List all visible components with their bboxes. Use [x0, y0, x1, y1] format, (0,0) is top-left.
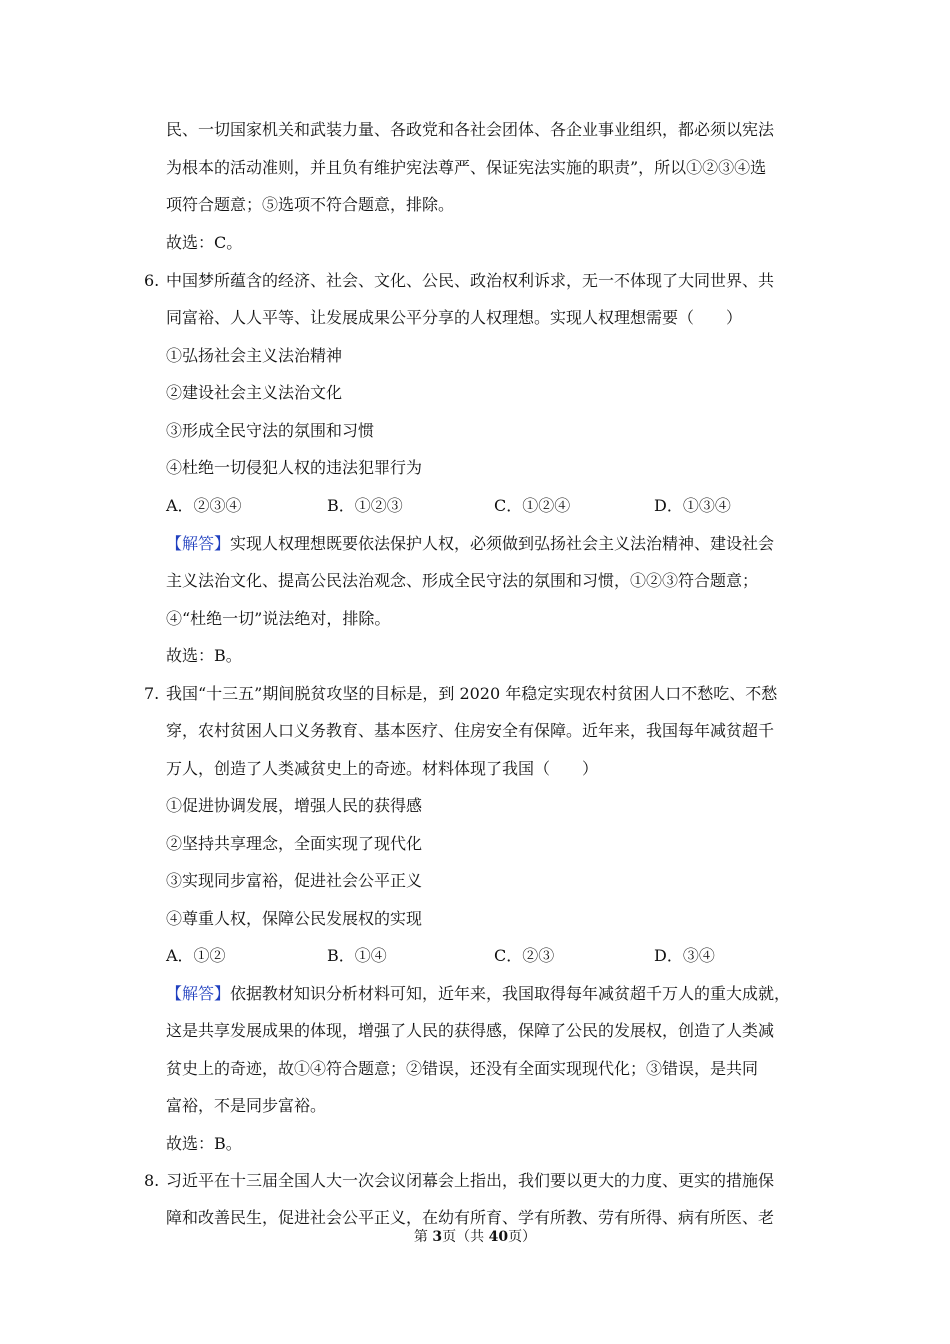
solution-text: 依据教材知识分析材料可知，近年来，我国取得每年减贫超千万人的重大成就， [230, 984, 791, 1003]
option-c: C．①②④ [494, 496, 571, 515]
page-number: 3 [432, 1229, 443, 1245]
statement-item: ①促进协调发展，增强人民的获得感 [166, 796, 423, 815]
statement-item: ③实现同步富裕，促进社会公平正义 [166, 871, 423, 890]
solution-line: 这是共享发展成果的体现，增强了人民的获得感，保障了公民的发展权，创造了人类减 [166, 1021, 775, 1040]
answer-line: 故选：C。 [166, 233, 243, 252]
question-stem: 障和改善民生，促进社会公平正义，在幼有所育、学有所教、劳有所得、病有所医、老 [166, 1208, 775, 1227]
question-stem: 穿，农村贫困人口义务教育、基本医疗、住房安全有保障。近年来，我国每年减贫超千 [166, 721, 775, 740]
question-number: 7. [144, 684, 160, 703]
question-stem: 习近平在十三届全国人大一次会议闭幕会上指出，我们要以更大的力度、更实的措施保 [166, 1171, 775, 1190]
solution-tag: 【解答】 [166, 984, 231, 1003]
statement-item: ④杜绝一切侵犯人权的违法犯罪行为 [166, 458, 423, 477]
footer-mid: 页（共 [442, 1229, 489, 1245]
text-line: 为根本的活动准则，并且负有维护宪法尊严、保证宪法实施的职责”，所以①②③④选 [166, 158, 767, 177]
option-b: B．①②③ [327, 496, 403, 515]
question-stem: 我国“十三五”期间脱贫攻坚的目标是，到 2020 年稳定实现农村贫困人口不愁吃、不愁 [166, 684, 778, 703]
question-number: 6. [144, 271, 160, 290]
question-stem: 中国梦所蕴含的经济、社会、文化、公民、政治权利诉求，无一不体现了大同世界、共 [166, 271, 775, 290]
total-pages: 40 [488, 1229, 509, 1245]
solution-line: 贫史上的奇迹，故①④符合题意；②错误，还没有全面实现现代化；③错误，是共同 [166, 1059, 759, 1078]
solution-text: 实现人权理想既要依法保护人权，必须做到弘扬社会主义法治精神、建设社会 [230, 534, 775, 553]
statement-item: ②建设社会主义法治文化 [166, 383, 343, 402]
answer-line: 故选：B。 [166, 1134, 242, 1153]
question-stem: 同富裕、人人平等、让发展成果公平分享的人权理想。实现人权理想需要（ ） [166, 308, 743, 327]
footer-suffix: 页） [508, 1229, 537, 1245]
option-c: C．②③ [494, 946, 555, 965]
option-b: B．①④ [327, 946, 387, 965]
solution-line [166, 983, 790, 1005]
solution-line: 富裕，不是同步富裕。 [166, 1096, 327, 1115]
text-line: 民、一切国家机关和武装力量、各政党和各社会团体、各企业事业组织，都必须以宪法 [166, 120, 775, 139]
option-d: D．①③④ [654, 496, 731, 515]
solution-line: 主义法治文化、提高公民法治观念、形成全民守法的氛围和习惯，①②③符合题意； [166, 571, 759, 590]
text-line: 项符合题意；⑤选项不符合题意，排除。 [166, 195, 455, 214]
option-a: A．②③④ [166, 496, 242, 515]
solution-line: ④“杜绝一切”说法绝对，排除。 [166, 609, 391, 628]
option-d: D．③④ [654, 946, 715, 965]
question-stem: 万人，创造了人类减贫史上的奇迹。材料体现了我国（ ） [166, 759, 599, 778]
statement-item: ③形成全民守法的氛围和习惯 [166, 421, 375, 440]
page-footer [0, 1228, 950, 1246]
footer-prefix: 第 [413, 1229, 433, 1245]
solution-tag: 【解答】 [166, 534, 231, 553]
statement-item: ④尊重人权，保障公民发展权的实现 [166, 909, 423, 928]
statement-item: ②坚持共享理念，全面实现了现代化 [166, 834, 423, 853]
answer-line: 故选：B。 [166, 646, 242, 665]
option-a: A．①② [166, 946, 226, 965]
question-number: 8. [144, 1171, 160, 1190]
statement-item: ①弘扬社会主义法治精神 [166, 346, 343, 365]
solution-line [166, 533, 774, 555]
